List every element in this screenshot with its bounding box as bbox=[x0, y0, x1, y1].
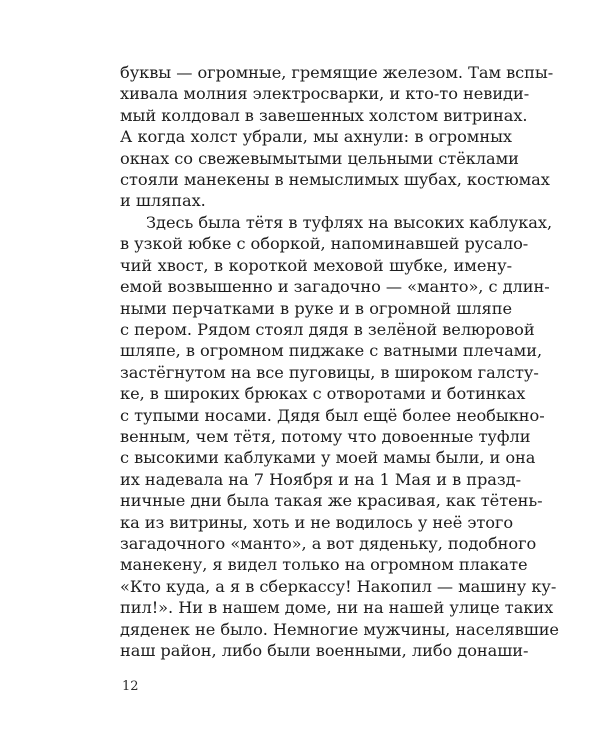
text-line: наш район, либо были военными, либо донаши- bbox=[120, 641, 529, 660]
text-line: ными перчатками в руке и в огромной шляпе bbox=[120, 298, 512, 318]
text-line: А когда холст убрали, мы ахнули: в огромных bbox=[120, 127, 512, 147]
text-line: с высокими каблуками у моей мамы были, и она bbox=[120, 448, 536, 468]
text-line: шляпе, в огромном пиджаке с ватными плечами, bbox=[120, 341, 543, 361]
text-line: в узкой юбке с оборкой, напоминавшей русало- bbox=[120, 234, 529, 254]
text-line: чий хвост, в короткой меховой шубке, имену- bbox=[120, 255, 512, 275]
text-line: манекену, я видел только на огромном плакате bbox=[120, 555, 528, 575]
text-line: окнах со свежевымытыми цельными стёклами bbox=[120, 148, 519, 168]
text-line: мый колдовал в завешенных холстом витринах. bbox=[120, 105, 528, 125]
text-line: буквы — огромные, гремящие железом. Там вспы- bbox=[120, 63, 554, 82]
text-line: Здесь была тётя в туфлях на высоких каблуках, bbox=[146, 212, 553, 232]
text-line: венным, чем тётя, потому что довоенные туфли bbox=[120, 426, 531, 446]
text-line: загадочного «манто», а вот дяденьку, подобного bbox=[120, 534, 537, 553]
text-line: ничные дни была такая же красивая, как тётень- bbox=[120, 491, 543, 511]
text-line: и шляпах. bbox=[120, 191, 206, 211]
text-line: с тупыми носами. Дядя был ещё более необыкно- bbox=[120, 405, 545, 425]
text-line: застёгнутом на все пуговицы, в широком галсту- bbox=[120, 362, 539, 382]
page-number: 12 bbox=[122, 679, 139, 694]
text-line: их надевала на 7 Ноября и на 1 Мая и в празд- bbox=[120, 469, 522, 489]
text-line: стояли манекены в немыслимых шубах, костюмах bbox=[120, 170, 550, 189]
text-line: ке, в широких брюках с отворотами и ботинках bbox=[120, 384, 526, 404]
text-line: дяденек не было. Немногие мужчины, населявшие bbox=[120, 619, 559, 639]
text-line: пил!». Ни в нашем доме, ни на нашей улице таких bbox=[120, 598, 554, 618]
text-line: емой возвышенно и загадочно — «манто», с длин- bbox=[120, 277, 550, 297]
text-line: с пером. Рядом стоял дядя в зелёной велюровой bbox=[120, 319, 535, 339]
text-line: «Кто куда, а я в сберкассу! Накопил — машину ку- bbox=[120, 576, 557, 596]
text-line: ка из витрины, хоть и не водилось у неё этого bbox=[120, 512, 514, 532]
text-line: хивала молния электросварки, и кто-то невиди- bbox=[120, 84, 530, 104]
